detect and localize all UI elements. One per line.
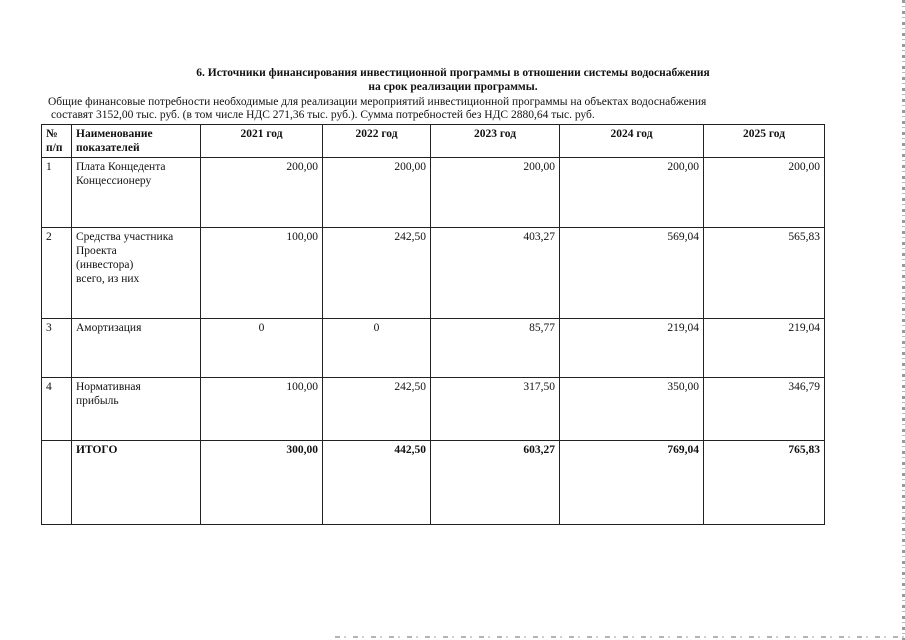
financing-table (41, 124, 825, 525)
row-name (72, 158, 201, 228)
row-value-2022: 200,00 (323, 158, 431, 228)
total-value-2023: 603,27 (431, 441, 560, 525)
row-name-line: Плата Концедента (76, 161, 166, 173)
row-value-2021: 100,00 (201, 378, 323, 441)
header-name (72, 125, 201, 158)
heading-line-2: на срок реализации программы. (368, 81, 538, 93)
row-value-2021: 100,00 (201, 228, 323, 319)
row-name-line: прибыль (76, 395, 119, 407)
intro-line-2: составят 3152,00 тыс. руб. (в том числе НДС 271,36 тыс. руб.). Сумма потребностей без НДС 2880,64 тыс. руб. (51, 109, 595, 121)
row-value-2022: 242,50 (323, 228, 431, 319)
row-name-line: Нормативная (76, 381, 141, 393)
row-value-2024: 569,04 (560, 228, 704, 319)
header-number-line-1: № (46, 128, 58, 140)
total-value-2021: 300,00 (201, 441, 323, 525)
row-value-2022: 242,50 (323, 378, 431, 441)
row-value-2023: 403,27 (431, 228, 560, 319)
row-name (72, 319, 201, 378)
total-number (42, 441, 72, 525)
scan-edge-bottom (335, 636, 905, 638)
row-name-line: (инвестора) (76, 259, 134, 271)
section-heading (40, 66, 866, 94)
header-year-2023: 2023 год (431, 125, 560, 158)
heading-line-1: 6. Источники финансирования инвестиционной программы в отношении системы водоснабжения (196, 67, 710, 79)
header-name-line-1: Наименование (76, 128, 153, 140)
row-name (72, 378, 201, 441)
row-name-line: Проекта (76, 245, 117, 257)
row-number: 2 (42, 228, 72, 319)
row-value-2024: 350,00 (560, 378, 704, 441)
row-value-2021: 0 (201, 319, 323, 378)
intro-paragraph (48, 96, 808, 122)
row-value-2024: 219,04 (560, 319, 704, 378)
row-value-2022: 0 (323, 319, 431, 378)
table-row (42, 228, 825, 319)
row-name-line: всего, из них (76, 273, 140, 285)
total-label: ИТОГО (72, 441, 201, 525)
table-row (42, 378, 825, 441)
row-value-2024: 200,00 (560, 158, 704, 228)
row-value-2025: 346,79 (704, 378, 825, 441)
intro-line-1: Общие финансовые потребности необходимые для реализации мероприятий инвестиционной программы на объектах водоснабжения (48, 96, 707, 108)
total-value-2024: 769,04 (560, 441, 704, 525)
row-name-line: Концессионеру (76, 175, 152, 187)
row-number: 4 (42, 378, 72, 441)
table-row (42, 158, 825, 228)
header-number (42, 125, 72, 158)
header-year-2025: 2025 год (704, 125, 825, 158)
table-header-row (42, 125, 825, 158)
header-year-2024: 2024 год (560, 125, 704, 158)
table-total-row (42, 441, 825, 525)
header-number-line-2: п/п (46, 142, 63, 154)
header-name-line-2: показателей (76, 142, 140, 154)
row-value-2023: 85,77 (431, 319, 560, 378)
row-value-2025: 565,83 (704, 228, 825, 319)
total-value-2022: 442,50 (323, 441, 431, 525)
header-year-2021: 2021 год (201, 125, 323, 158)
header-year-2022: 2022 год (323, 125, 431, 158)
row-name-line: Средства участника (76, 231, 174, 243)
table-row (42, 319, 825, 378)
total-value-2025: 765,83 (704, 441, 825, 525)
row-value-2023: 317,50 (431, 378, 560, 441)
row-name-line: Амортизация (76, 322, 142, 334)
row-value-2025: 200,00 (704, 158, 825, 228)
row-value-2021: 200,00 (201, 158, 323, 228)
row-number: 3 (42, 319, 72, 378)
row-name (72, 228, 201, 319)
row-value-2023: 200,00 (431, 158, 560, 228)
row-value-2025: 219,04 (704, 319, 825, 378)
row-number: 1 (42, 158, 72, 228)
